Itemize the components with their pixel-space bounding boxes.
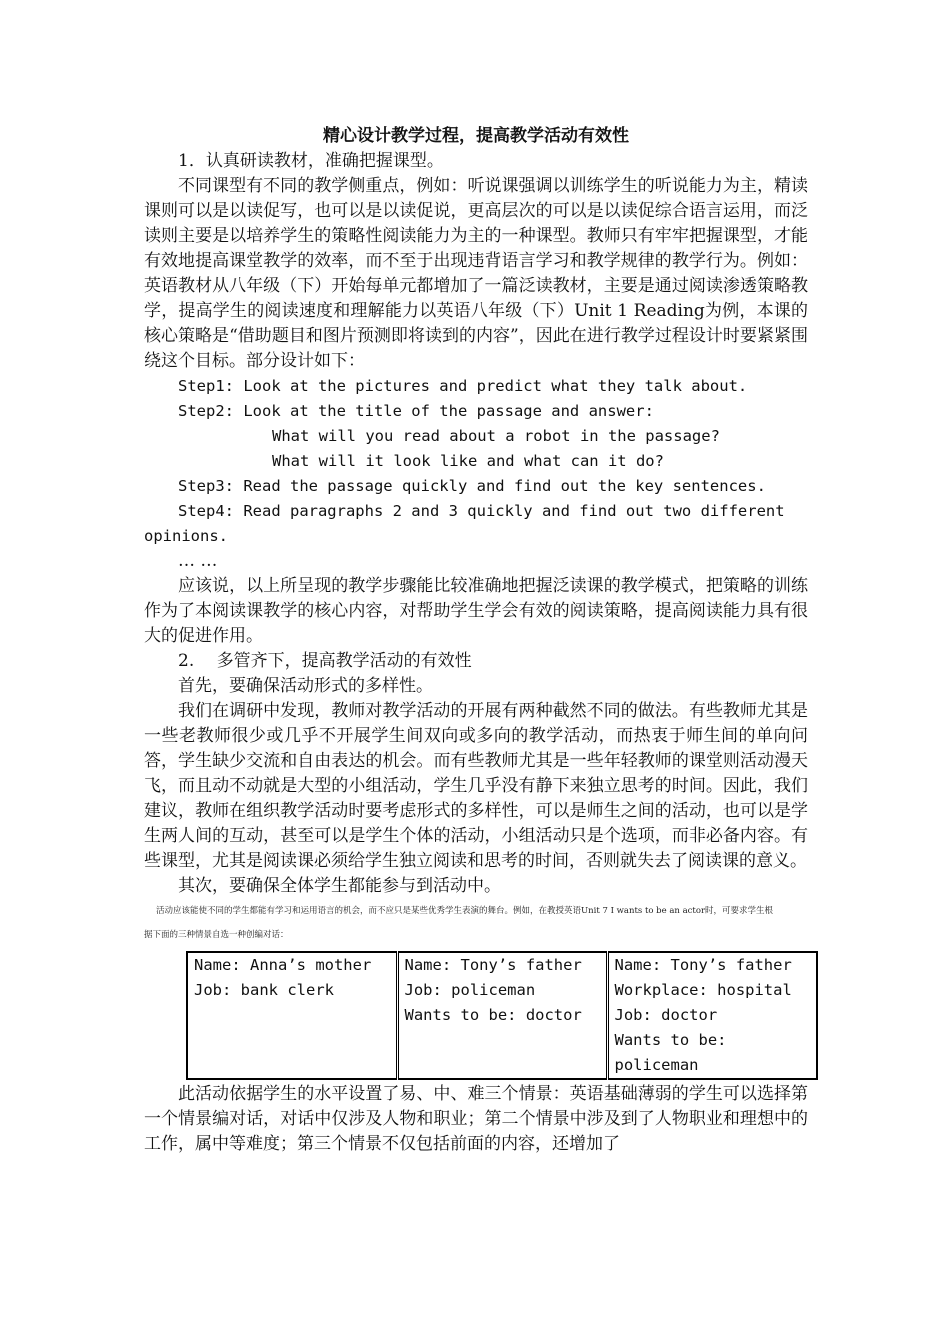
paragraph-activity-forms: 我们在调研中发现，教师对教学活动的开展有两种截然不同的做法。有些教师尤其是一些老教师很少或几乎不开展学生间双向或多向的教学活动，而热衷于师生间的单向问答，学生缺少交流和自由表达的机会。而有些教师尤其是一些年轻教师的课堂则活动漫天飞，而且动不动就是大型的小组活动，学生几乎没有静下来独立思考的时间。因此，我们建议，教师在组织教学活动时要考虑形式的多样性，可以是师生之间的活动，也可以是学生两人间的互动，甚至可以是学生个体的活动，小组活动只是个选项，而非必备内容。有些课型，尤其是阅读课必须给学生独立阅读和思考的时间，否则就失去了阅读课的意义。 [144, 701, 808, 871]
document-body [144, 124, 808, 1157]
scenario-3-workplace: Workplace: hospital [614, 981, 792, 999]
step2-line: Step2: Look at the title of the passage and answer: [178, 402, 654, 420]
document-title: 精心设计教学过程，提高教学活动有效性 [323, 126, 629, 146]
scenario-1-job: Job: bank clerk [194, 981, 334, 999]
scenario-3-name: Name: Tony’s father [614, 956, 792, 974]
scenario-table [186, 951, 818, 1080]
scenario-2-wants: Wants to be: doctor [404, 1006, 582, 1024]
step2-question-1: What will you read about a robot in the passage? [272, 427, 720, 445]
scenario-3-job: Job: doctor [614, 1006, 718, 1024]
scenario-3-wants: Wants to be: [614, 1031, 727, 1049]
paragraph-course-types: 不同课型有不同的教学侧重点，例如：听说课强调以训练学生的听说能力为主，精读课则可以是以读促写，也可以是以读促说，更高层次的可以是以读促综合语言运用，而泛读则主要是以培养学生的策略性阅读能力为主的一种课型。教师只有牢牢把握课型，才能有效地提高课堂教学的效率，而不至于出现违背语言学习和教学规律的教学行为。例如：英语教材从八年级（下）开始每单元都增加了一篇泛读教材，主要是通过阅读渗透策略教学，提高学生的阅读速度和理解能力以英语八年级（下）Unit 1 Reading为例，本课的核心策略是“借助题目和图片预测即将读到的内容”，因此在进行教学过程设计时要紧紧围绕这个目标。部分设计如下： [144, 176, 808, 371]
small-note-line-1: 活动应该能使不同的学生都能有学习和运用语言的机会，而不应只是某些优秀学生表演的舞台。例如，在教授英语Unit 7 I wants to be an actor时，可要求学生根 [156, 906, 774, 916]
ellipsis: … … [178, 551, 218, 571]
step4-line: Step4: Read paragraphs 2 and 3 quickly and find out two different [178, 502, 785, 520]
step4-line-continued: opinions. [144, 527, 228, 545]
first-point: 首先，要确保活动形式的多样性。 [178, 676, 433, 696]
scenario-1-name: Name: Anna’s mother [194, 956, 372, 974]
paragraph-scenario-levels: 此活动依据学生的水平设置了易、中、难三个情景：英语基础薄弱的学生可以选择第一个情景编对话，对话中仅涉及人物和职业；第二个情景中涉及到了人物职业和理想中的工作，属中等难度；第三个情景不仅包括前面的内容，还增加了 [144, 1084, 808, 1154]
second-point: 其次，要确保全体学生都能参与到活动中。 [178, 876, 501, 896]
section2-heading: 2. 多管齐下，提高教学活动的有效性 [178, 651, 472, 671]
scenario-3-wants-value: policeman [614, 1056, 699, 1074]
step1-line: Step1: Look at the pictures and predict what they talk about. [178, 377, 748, 395]
paragraph-summary: 应该说，以上所呈现的教学步骤能比较准确地把握泛读课的教学模式，把策略的训练作为了本阅读课教学的核心内容，对帮助学生学会有效的阅读策略，提高阅读能力具有很大的促进作用。 [144, 576, 808, 646]
small-note-line-2: 据下面的三种情景自选一种创编对话： [144, 930, 289, 940]
scenario-2-name: Name: Tony’s father [404, 956, 582, 974]
section1-heading: 1．认真研读教材，准确把握课型。 [178, 151, 444, 171]
scenario-2-job: Job: policeman [404, 981, 536, 999]
step2-question-2: What will it look like and what can it do? [272, 452, 664, 470]
scenario-cell-3 [607, 952, 817, 1079]
scenario-cell-1 [187, 952, 397, 1079]
scenario-cell-2 [397, 952, 607, 1079]
table-row [187, 952, 817, 1079]
step3-line: Step3: Read the passage quickly and find out the key sentences. [178, 477, 766, 495]
